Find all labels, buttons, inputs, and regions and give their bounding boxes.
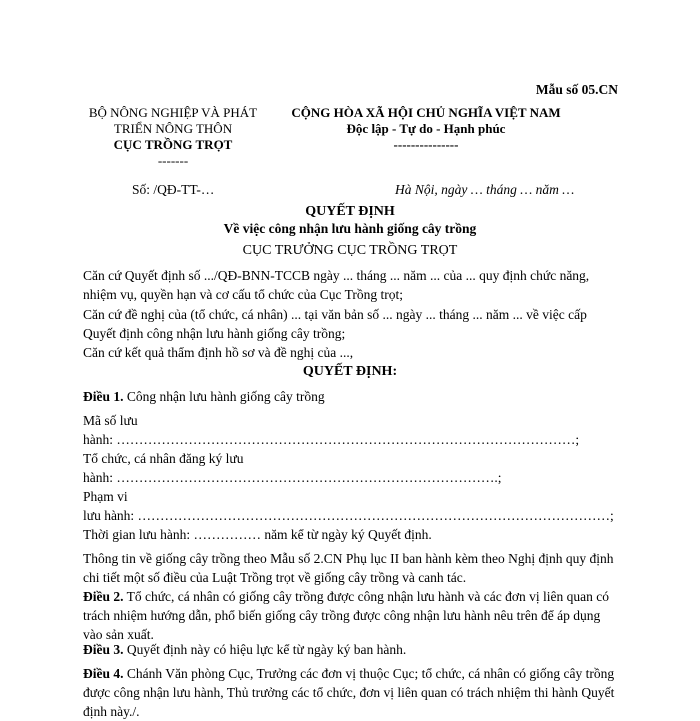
right-header [276,105,576,153]
variety-info-paragraph: Thông tin về giống cây trồng theo Mẫu số 2.CN Phụ lục II ban hành kèm theo Nghị định quy định chi tiết một số điều của Luật Trồng trọt về giống cây trồng và canh tác. [83,551,614,585]
article-3 [83,640,623,659]
national-motto: Độc lập - Tự do - Hạnh phúc [346,121,506,136]
document-subtitle: Về việc công nhận lưu hành giống cây trồng [223,221,477,236]
article-3-label: Điều 3. [83,642,124,657]
basis-paragraph-3: Căn cứ kết quả thẩm định hồ sơ và đề nghị của ..., [83,345,354,360]
article-2-text: Tổ chức, cá nhân có giống cây trồng được công nhận lưu hành và các đơn vị liên quan có trách nhiệm hướng dẫn, phổ biến giống cây trồng được công nhận lưu hành nêu trên để áp dụng vào sản xuất. [83,589,609,642]
form-code: Mẫu số 05.CN [535,82,618,97]
article-4-label: Điều 4. [83,666,124,681]
article-2-label: Điều 2. [83,589,124,604]
document-number: Số: /QĐ-TT-… [132,182,215,197]
decision-heading: QUYẾT ĐỊNH: [302,364,398,379]
registrant-label: Tổ chức, cá nhân đăng ký lưu [83,451,244,466]
article-2 [83,587,623,644]
registration-code-field [83,411,623,449]
ministry-line2: TRIỂN NÔNG THÔN [113,121,233,136]
registrant-blank: hành: ………………………………………………………………………….; [83,470,502,485]
registrant-field [83,449,623,487]
left-header-rule: ------- [157,153,189,168]
basis-paragraph-2: Căn cứ đề nghị của (tổ chức, cá nhân) ... tại văn bản số ... ngày ... tháng ... năm ... về việc cấp Quyết định công nhận lưu hành giống cây trồng; [83,307,587,341]
article-1 [83,387,623,406]
right-header-rule: --------------- [393,137,459,152]
article-1-text: Công nhận lưu hành giống cây trồng [123,389,325,404]
scope-blank: lưu hành: ……………………………………………………………………………………………; [83,508,614,523]
place-date: Hà Nội, ngày … tháng … năm … [395,182,575,197]
article-3-text: Quyết định này có hiệu lực kể từ ngày ký ban hành. [123,642,407,657]
article-4-text: Chánh Văn phòng Cục, Trưởng các đơn vị thuộc Cục; tổ chức, cá nhân có giống cây trồng được công nhận lưu hành, Thủ trưởng các tổ chức, đơn vị liên quan có trách nhiệm thi hành Quyết định này./. [83,666,615,719]
article-4 [83,664,623,721]
department-name: CỤC TRỒNG TRỌT [113,137,233,152]
registration-code-blank: hành: …………………………………………………………………………………………; [83,432,580,447]
article-1-label: Điều 1. [83,389,124,404]
issuing-authority: CỤC TRƯỞNG CỤC TRỒNG TRỌT [242,243,458,258]
ministry-line1: BỘ NÔNG NGHIỆP VÀ PHÁT [88,105,258,120]
national-title: CỘNG HÒA XÃ HỘI CHỦ NGHĨA VIỆT NAM [291,105,561,120]
registration-code-label: Mã số lưu [83,413,138,428]
basis-paragraph-1: Căn cứ Quyết định số .../QĐ-BNN-TCCB ngày ... tháng ... năm ... của ... quy định chức năng, nhiệm vụ, quyền hạn và cơ cấu tổ chức của Cục Trồng trọt; [83,268,590,302]
duration-line: Thời gian lưu hành: …………… năm kể từ ngày ký Quyết định. [83,527,432,542]
scope-field [83,487,623,525]
document-title: QUYẾT ĐỊNH [305,204,395,219]
scope-label: Phạm vi [83,489,128,504]
left-header [78,105,268,169]
